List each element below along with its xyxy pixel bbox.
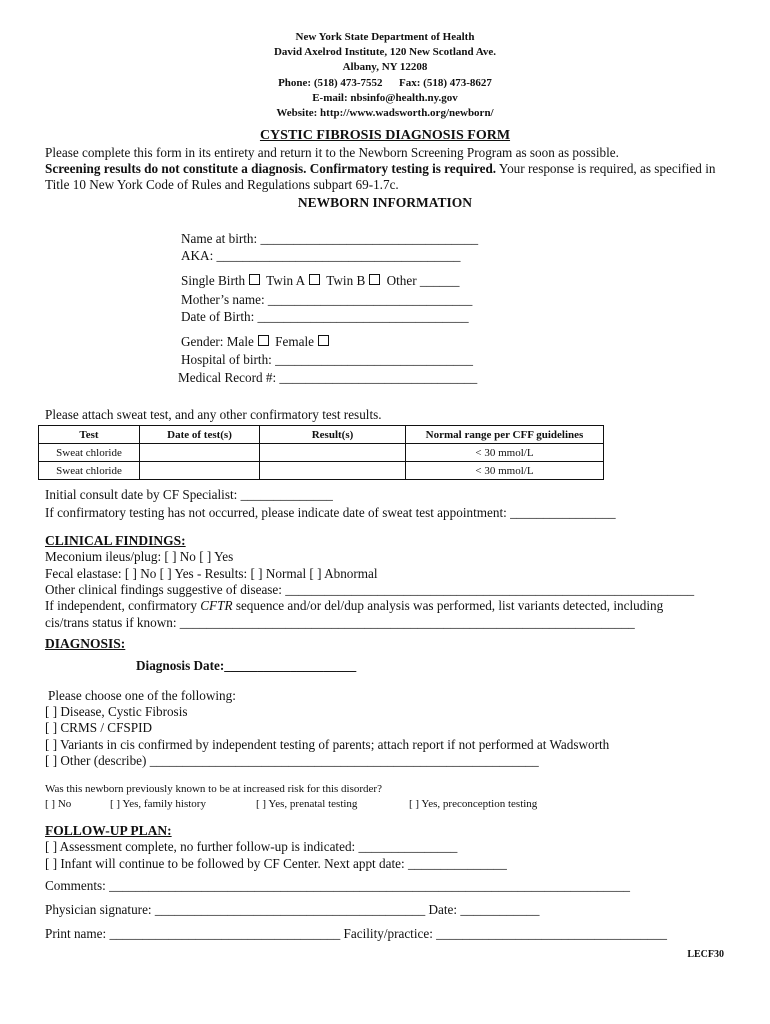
- followup-option-cf-center[interactable]: [ ] Infant will continue to be followed by CF Center. Next appt date: _______________: [45, 856, 507, 871]
- choose-one-label: Please choose one of the following:: [48, 688, 236, 703]
- header-website: Website: http://www.wadsworth.org/newborn/: [276, 107, 494, 120]
- consult-date-field[interactable]: Initial consult date by CF Specialist: ______________: [45, 487, 333, 502]
- intro-regulation: Your response is required, as specified in Title 10 New York Code of Rules and Regulations subpart 69-1.7c.: [45, 161, 716, 192]
- lab-header: [0, 30, 770, 121]
- cftr-gene: CFTR: [200, 598, 233, 613]
- risk-option-prenatal[interactable]: [ ] Yes, prenatal testing: [256, 798, 358, 810]
- gender-male-label: Gender: Male: [181, 334, 254, 349]
- table-header-row: [39, 426, 604, 444]
- diagnosis-option-cf[interactable]: [ ] Disease, Cystic Fibrosis: [45, 704, 188, 719]
- single-birth-checkbox[interactable]: [249, 274, 260, 285]
- fecal-elastase-field[interactable]: Fecal elastase: [ ] No [ ] Yes - Results: [ ] Normal [ ] Abnormal: [45, 566, 378, 581]
- meconium-field[interactable]: Meconium ileus/plug: [ ] No [ ] Yes: [45, 549, 234, 564]
- test-result-cell[interactable]: [260, 462, 406, 480]
- cftr-pre: If independent, confirmatory: [45, 598, 201, 613]
- sweat-test-table: [38, 425, 604, 480]
- form-title: CYSTIC FIBROSIS DIAGNOSIS FORM: [259, 128, 511, 143]
- col-normal-range: Normal range per CFF guidelines: [406, 426, 604, 444]
- test-name-cell: Sweat chloride: [39, 444, 140, 462]
- test-result-cell[interactable]: [260, 444, 406, 462]
- other-findings-field[interactable]: Other clinical findings suggestive of disease: ______________________________________________________________: [45, 582, 695, 597]
- header-email: E-mail: nbsinfo@health.ny.gov: [312, 91, 458, 104]
- header-institute: David Axelrod Institute, 120 New Scotland Ave.: [273, 46, 497, 59]
- risk-question: Was this newborn previously known to be at increased risk for this disorder?: [45, 783, 382, 795]
- normal-range-cell: < 30 mmol/L: [406, 444, 604, 462]
- sweat-test-appt-field[interactable]: If confirmatory testing has not occurred, please indicate date of sweat test appointment: ________________: [45, 505, 616, 520]
- newborn-heading: NEWBORN INFORMATION: [297, 195, 473, 210]
- name-at-birth-field[interactable]: Name at birth: _________________________________: [181, 231, 479, 246]
- cftr-post: sequence and/or del/dup analysis was performed, list variants detected, including: [232, 598, 664, 613]
- test-date-cell[interactable]: [140, 444, 260, 462]
- table-row: [39, 444, 604, 462]
- aka-field[interactable]: AKA: _____________________________________: [181, 248, 461, 263]
- print-name-field[interactable]: Print name: ___________________________________ Facility/practice: ___________________________________: [45, 926, 667, 941]
- intro-text: Please complete this form in its entirety and return it to the Newborn Screening Program as soon as possible.: [45, 145, 619, 160]
- other-birth-field[interactable]: Other ______: [386, 273, 460, 288]
- col-date: Date of test(s): [140, 426, 260, 444]
- table-row: [39, 462, 604, 480]
- test-name-cell: Sweat chloride: [39, 462, 140, 480]
- test-date-cell[interactable]: [140, 462, 260, 480]
- clinical-findings-heading: CLINICAL FINDINGS:: [45, 533, 186, 548]
- header-phone-fax: Phone: (518) 473-7552 Fax: (518) 473-8627: [278, 76, 492, 89]
- hospital-of-birth-field[interactable]: Hospital of birth: ______________________________: [181, 352, 473, 367]
- diagnosis-option-variants-cis[interactable]: [ ] Variants in cis confirmed by independent testing of parents; attach report if not performed at Wadsworth: [45, 737, 610, 752]
- twin-a-label: Twin A: [266, 273, 306, 288]
- single-birth-label: Single Birth: [181, 273, 246, 288]
- header-city: Albany, NY 12208: [342, 61, 428, 74]
- col-results: Result(s): [260, 426, 406, 444]
- diagnosis-option-other[interactable]: [ ] Other (describe) ___________________________________________________________: [45, 753, 539, 768]
- twin-a-checkbox[interactable]: [309, 274, 320, 285]
- female-checkbox[interactable]: [318, 335, 329, 346]
- diagnosis-option-crms[interactable]: [ ] CRMS / CFSPID: [45, 720, 153, 735]
- intro-bold: Screening results do not constitute a diagnosis. Confirmatory testing is required.: [45, 161, 497, 176]
- gender-row: [181, 334, 332, 350]
- risk-option-preconception[interactable]: [ ] Yes, preconception testing: [409, 798, 538, 810]
- form-code: LECF30: [687, 949, 724, 960]
- cis-trans-field[interactable]: cis/trans status if known: _____________________________________________________________________: [45, 615, 635, 630]
- header-dept: New York State Department of Health: [295, 31, 475, 43]
- birth-type-row: [181, 273, 459, 289]
- mothers-name-field[interactable]: Mother’s name: _______________________________: [181, 292, 473, 307]
- comments-field[interactable]: Comments: _______________________________________________________________________________: [45, 878, 631, 893]
- attach-tests-note: Please attach sweat test, and any other confirmatory test results.: [45, 407, 382, 422]
- col-test: Test: [39, 426, 140, 444]
- followup-option-complete[interactable]: [ ] Assessment complete, no further follow-up is indicated: _______________: [45, 839, 458, 854]
- twin-b-checkbox[interactable]: [369, 274, 380, 285]
- risk-option-family[interactable]: [ ] Yes, family history: [110, 798, 206, 810]
- risk-option-no[interactable]: [ ] No: [45, 798, 72, 810]
- cftr-variants-label: [45, 598, 663, 614]
- male-checkbox[interactable]: [258, 335, 269, 346]
- diagnosis-date-field[interactable]: Diagnosis Date:____________________: [136, 658, 357, 673]
- date-of-birth-field[interactable]: Date of Birth: ________________________________: [181, 309, 469, 324]
- twin-b-label: Twin B: [326, 273, 366, 288]
- diagnosis-heading: DIAGNOSIS:: [45, 636, 126, 651]
- gender-female-label: Female: [275, 334, 314, 349]
- physician-signature-field[interactable]: Physician signature: _________________________________________ Date: ____________: [45, 902, 540, 917]
- followup-heading: FOLLOW-UP PLAN:: [45, 823, 172, 838]
- normal-range-cell: < 30 mmol/L: [406, 462, 604, 480]
- medical-record-field[interactable]: Medical Record #: ______________________________: [178, 370, 478, 385]
- intro-paragraph: [45, 145, 735, 193]
